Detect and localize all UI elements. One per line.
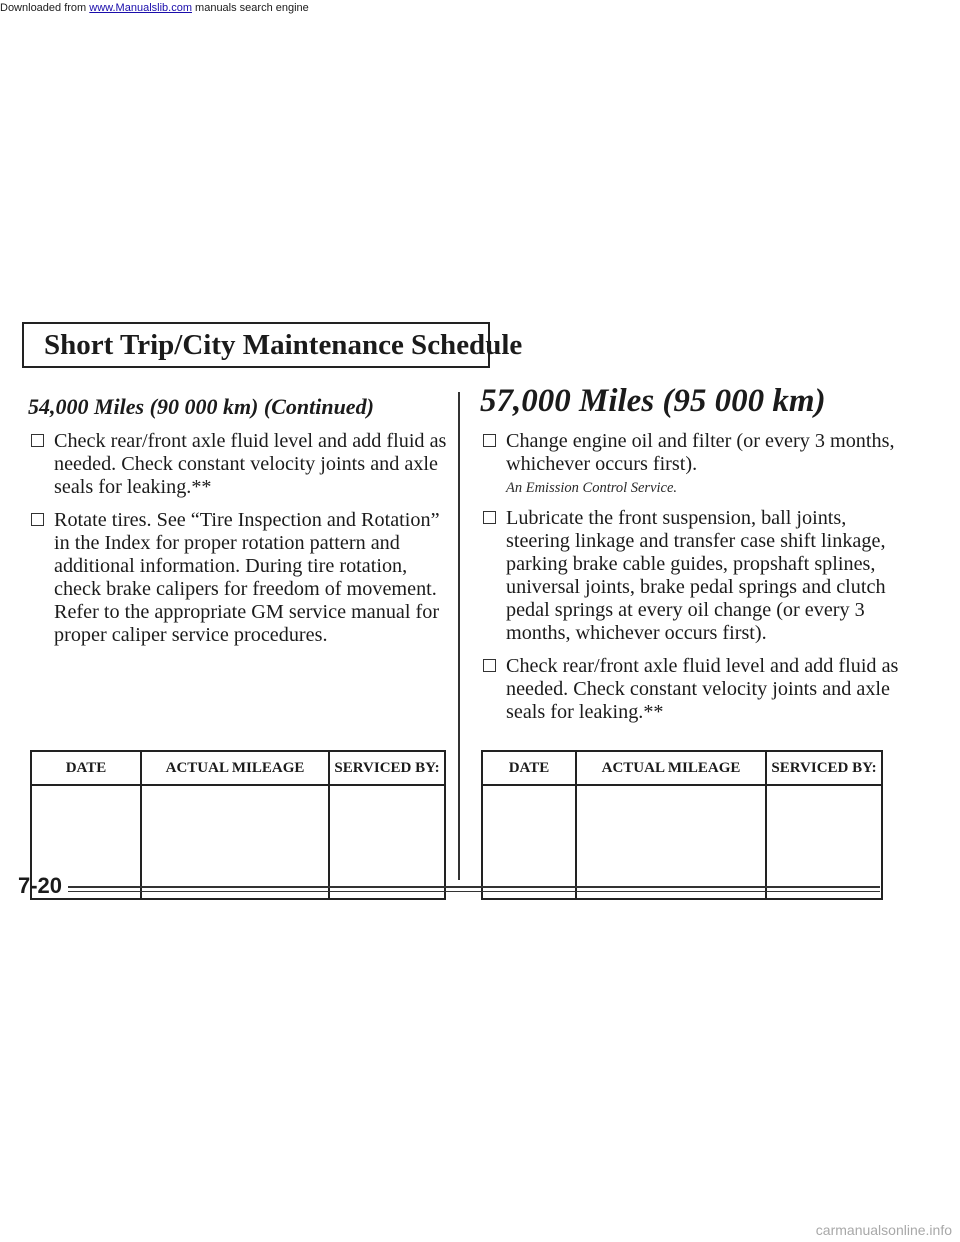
checklist-item — [28, 509, 448, 647]
section-banner-title: Short Trip/City Maintenance Schedule — [44, 328, 523, 361]
checklist-item — [480, 655, 900, 724]
checklist-item — [480, 430, 900, 476]
checklist-item-text: Check rear/front axle fluid level and add fluid as needed. Check constant velocity joints and axle seals for leaking.** — [54, 430, 447, 498]
actual-mileage-header: ACTUAL MILEAGE — [141, 751, 329, 785]
actual-mileage-cell[interactable] — [576, 785, 766, 899]
checklist-item — [28, 430, 448, 499]
checklist-item-text: Lubricate the front suspension, ball joints, steering linkage and transfer case shift linkage, parking brake cable guides, propshaft splines, universal joints, brake pedal springs and clutch pedal springs at every oil change (or every 3 months, whichever occurs first). — [506, 507, 886, 644]
checklist-item-text: Change engine oil and filter (or every 3 months, whichever occurs first). — [506, 430, 895, 475]
date-header: DATE — [482, 751, 576, 785]
manualslib-link[interactable]: www.Manualslib.com — [89, 2, 192, 14]
serviced-by-cell[interactable] — [329, 785, 445, 899]
left-column — [28, 390, 448, 647]
checklist-item — [480, 507, 900, 645]
service-log-table-right — [481, 750, 883, 900]
service-log-table-left — [30, 750, 446, 900]
page-number: 7-20 — [18, 873, 63, 898]
checkbox-icon[interactable] — [31, 434, 44, 447]
left-heading: 54,000 Miles (90 000 km) (Continued) — [28, 394, 374, 419]
download-prefix: Downloaded from — [0, 2, 90, 14]
column-divider — [458, 392, 460, 880]
right-column — [480, 383, 900, 724]
emission-note: An Emission Control Service. — [506, 480, 678, 496]
checkbox-icon[interactable] — [31, 513, 44, 526]
date-header: DATE — [31, 751, 141, 785]
serviced-by-cell[interactable] — [766, 785, 882, 899]
serviced-by-header: SERVICED BY: — [329, 751, 445, 785]
checkbox-icon[interactable] — [483, 511, 496, 524]
date-cell[interactable] — [482, 785, 576, 899]
footer-rule — [68, 886, 880, 892]
checkbox-icon[interactable] — [483, 659, 496, 672]
download-source-bar — [0, 2, 309, 14]
serviced-by-header: SERVICED BY: — [766, 751, 882, 785]
section-banner — [22, 322, 523, 368]
watermark: carmanualsonline.info — [815, 1222, 952, 1238]
checklist-item-text: Check rear/front axle fluid level and add fluid as needed. Check constant velocity joints and axle seals for leaking.** — [506, 655, 899, 723]
download-suffix: manuals search engine — [191, 2, 309, 14]
checklist-item-text: Rotate tires. See “Tire Inspection and Rotation” in the Index for proper rotation pattern and additional information. During tire rotation, check brake calipers for freedom of movement. Refer to the appropriate GM service manual for proper caliper service procedures. — [54, 509, 440, 646]
checkbox-icon[interactable] — [483, 434, 496, 447]
right-heading: 57,000 Miles (95 000 km) — [480, 383, 826, 419]
actual-mileage-header: ACTUAL MILEAGE — [576, 751, 766, 785]
actual-mileage-cell[interactable] — [141, 785, 329, 899]
